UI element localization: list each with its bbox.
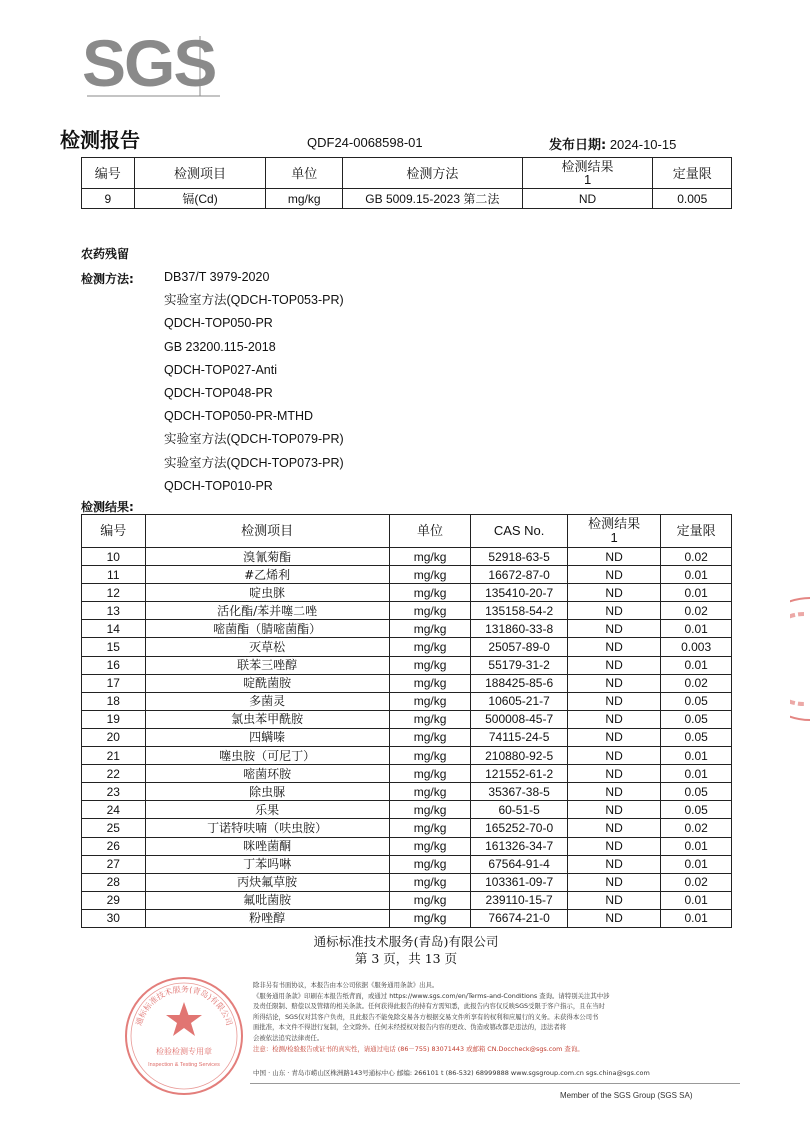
cell-cas: 52918-63-5 (471, 548, 568, 566)
cell-loq: 0.05 (661, 710, 732, 728)
issue-date-label: 发布日期: (549, 138, 607, 153)
cell-unit: mg/kg (389, 548, 471, 566)
cell-item: 咪唑菌酮 (145, 837, 389, 855)
cell-number: 18 (82, 692, 146, 710)
cell-loq: 0.05 (661, 783, 732, 801)
table-header-row (82, 515, 732, 548)
cell-loq: 0.003 (661, 638, 732, 656)
table-row (82, 548, 732, 566)
col-method: 检测方法 (343, 158, 523, 189)
cell-cas: 60-51-5 (471, 801, 568, 819)
seal-sub: 检验检测专用章 (156, 1047, 212, 1056)
logo-text: SGS (82, 28, 216, 98)
cell-loq: 0.01 (661, 566, 732, 584)
table-row (82, 189, 732, 209)
report-number: QDF24-0068598-01 (307, 135, 423, 150)
cell-result: ND (567, 602, 660, 620)
cell-cas: 74115-24-5 (471, 728, 568, 746)
cell-loq: 0.02 (661, 819, 732, 837)
col-number: 编号 (82, 515, 146, 548)
cell-cas: 165252-70-0 (471, 819, 568, 837)
cell-unit: mg/kg (389, 819, 471, 837)
cell-loq: 0.01 (661, 891, 732, 909)
seal-graphic (122, 974, 246, 1098)
cell-number: 27 (82, 855, 146, 873)
cell-cas: 103361-09-7 (471, 873, 568, 891)
cell-loq: 0.05 (661, 728, 732, 746)
cell-number: 20 (82, 728, 146, 746)
cell-number: 26 (82, 837, 146, 855)
cell-number: 29 (82, 891, 146, 909)
cell-result: ND (567, 638, 660, 656)
cell-item: 啶虫脒 (145, 584, 389, 602)
cell-unit: mg/kg (389, 873, 471, 891)
cell-loq: 0.01 (661, 837, 732, 855)
table-row (82, 801, 732, 819)
table-row (82, 909, 732, 927)
star-icon (166, 1002, 202, 1036)
method-item: QDCH-TOP010-PR (164, 478, 273, 493)
cell-result: ND (522, 189, 653, 209)
method-item: 实验室方法(QDCH-TOP053-PR) (164, 293, 344, 308)
cell-result: ND (567, 747, 660, 765)
cell-item: 氟吡菌胺 (145, 891, 389, 909)
cell-loq: 0.005 (653, 189, 732, 209)
cell-number: 12 (82, 584, 146, 602)
cell-loq: 0.01 (661, 747, 732, 765)
section-pesticide-title: 农药残留 (81, 247, 130, 261)
disclaimer-line: 会被依法追究法律责任。 (253, 1033, 324, 1042)
cell-cas: 135410-20-7 (471, 584, 568, 602)
company-seal (122, 974, 246, 1098)
table-row (82, 747, 732, 765)
result-label: 检测结果: (81, 500, 134, 514)
cell-number: 28 (82, 873, 146, 891)
cell-number: 15 (82, 638, 146, 656)
cell-loq: 0.01 (661, 909, 732, 927)
table-row (82, 728, 732, 746)
table-row (82, 656, 732, 674)
cell-number: 17 (82, 674, 146, 692)
cell-result: ND (567, 620, 660, 638)
address-line: 中国 · 山东 · 青岛市崂山区株洲路143号通标中心 邮编: 266101 t (86-532) 68999888 www.sgsgroup.com.cn sgs.china@sgs.com (253, 1069, 650, 1077)
metal-results-table (81, 157, 732, 209)
sgs-logo (82, 28, 222, 98)
method-item: QDCH-TOP050-PR (164, 316, 273, 331)
col-item: 检测项目 (145, 515, 389, 548)
cell-item: 丙炔氟草胺 (145, 873, 389, 891)
col-result: 检测结果 1 (567, 515, 660, 548)
cell-cas: 500008-45-7 (471, 710, 568, 728)
table-row (82, 692, 732, 710)
page-number: 第 3 页，共 13 页 (354, 951, 458, 966)
table-row (82, 837, 732, 855)
table-row (82, 638, 732, 656)
disclaimer-verify: 注意：检测/检验报告或证书的真实性，请通过电话 (86－755) 83071443 或邮箱 CN.Doccheck@sgs.com 查询。 (253, 1044, 584, 1053)
table-row (82, 566, 732, 584)
issue-date (549, 134, 676, 153)
cell-item: 丁苯吗啉 (145, 855, 389, 873)
table-row (82, 674, 732, 692)
cell-loq: 0.01 (661, 765, 732, 783)
cell-number: 25 (82, 819, 146, 837)
cell-result: ND (567, 873, 660, 891)
member-note: Member of the SGS Group (SGS SA) (560, 1091, 693, 1100)
method-item: DB37/T 3979-2020 (164, 270, 270, 284)
cell-loq: 0.02 (661, 602, 732, 620)
cell-loq: 0.01 (661, 584, 732, 602)
cell-item: 嘧菌环胺 (145, 765, 389, 783)
cell-loq: 0.05 (661, 692, 732, 710)
cell-loq: 0.02 (661, 873, 732, 891)
cell-item: 灭草松 (145, 638, 389, 656)
col-unit: 单位 (389, 515, 471, 548)
method-item: QDCH-TOP027-Anti (164, 362, 277, 377)
table-row (82, 584, 732, 602)
pesticide-results-table (81, 514, 732, 928)
cell-item: 嘧菌酯（腈嘧菌酯） (145, 620, 389, 638)
cell-unit: mg/kg (389, 710, 471, 728)
cell-result: ND (567, 801, 660, 819)
seal-arc-text: 通标标准技术服务(青岛)有限公司 (134, 984, 234, 1027)
col-unit: 单位 (266, 158, 343, 189)
table-row (82, 873, 732, 891)
cell-number: 24 (82, 801, 146, 819)
cell-unit: mg/kg (389, 674, 471, 692)
edge-seal (790, 596, 812, 722)
cell-cas: 25057-89-0 (471, 638, 568, 656)
cell-item: 多菌灵 (145, 692, 389, 710)
col-result: 检测结果 1 (522, 158, 653, 189)
cell-cas: 10605-21-7 (471, 692, 568, 710)
cell-result: ND (567, 584, 660, 602)
cell-loq: 0.02 (661, 548, 732, 566)
cell-unit: mg/kg (389, 620, 471, 638)
table-row (82, 783, 732, 801)
seal-en: Inspection & Testing Services (148, 1062, 220, 1068)
cell-unit: mg/kg (389, 909, 471, 927)
cell-unit: mg/kg (389, 855, 471, 873)
cell-unit: mg/kg (389, 638, 471, 656)
cell-cas: 67564-91-4 (471, 855, 568, 873)
method-item: 实验室方法(QDCH-TOP073-PR) (164, 455, 344, 470)
cell-result: ND (567, 855, 660, 873)
cell-method: GB 5009.15-2023 第二法 (343, 189, 523, 209)
table-row (82, 819, 732, 837)
cell-item: 噻虫胺（可尼丁） (145, 747, 389, 765)
col-cas: CAS No. (471, 515, 568, 548)
method-list (164, 266, 344, 498)
cell-result: ND (567, 692, 660, 710)
cell-unit: mg/kg (389, 728, 471, 746)
cell-unit: mg/kg (389, 566, 471, 584)
cell-loq: 0.01 (661, 656, 732, 674)
method-item: QDCH-TOP048-PR (164, 385, 273, 400)
cell-item: 溴氰菊酯 (145, 548, 389, 566)
cell-unit: mg/kg (389, 783, 471, 801)
cell-unit: mg/kg (266, 189, 343, 209)
cell-number: 19 (82, 710, 146, 728)
table-header-row (82, 158, 732, 189)
footer-company: 通标标准技术服务(青岛)有限公司 (313, 934, 499, 949)
cell-number: 21 (82, 747, 146, 765)
method-item: 实验室方法(QDCH-TOP079-PR) (164, 432, 344, 447)
cell-result: ND (567, 891, 660, 909)
cell-number: 13 (82, 602, 146, 620)
disclaimer-line: 《服务通用条款》印刷在本报告纸背面，或通过 https://www.sgs.com/en/Terms-and-Conditions 查询。请特别关注其中涉 (253, 991, 610, 1000)
cell-cas: 121552-61-2 (471, 765, 568, 783)
col-loq: 定量限 (653, 158, 732, 189)
cell-result: ND (567, 819, 660, 837)
footer-divider (250, 1083, 740, 1084)
cell-item: 四螨嗪 (145, 728, 389, 746)
sgs-logo-graphic (82, 28, 222, 98)
cell-cas: 16672-87-0 (471, 566, 568, 584)
table-row (82, 602, 732, 620)
cell-unit: mg/kg (389, 747, 471, 765)
cell-result: ND (567, 783, 660, 801)
cell-unit: mg/kg (389, 602, 471, 620)
disclaimer-line: 所得结论，SGS仅对其客户负责，且此报告不能免除交易各方根据交易文件所享有的权利和应履行的义务。未获得本公司书 (253, 1012, 599, 1021)
cell-unit: mg/kg (389, 891, 471, 909)
cell-unit: mg/kg (389, 692, 471, 710)
method-label: 检测方法: (81, 272, 134, 286)
cell-number: 22 (82, 765, 146, 783)
cell-item: 氯虫苯甲酰胺 (145, 710, 389, 728)
cell-item: 除虫脲 (145, 783, 389, 801)
table-row (82, 765, 732, 783)
col-number: 编号 (82, 158, 135, 189)
cell-item: 啶酰菌胺 (145, 674, 389, 692)
cell-cas: 35367-38-5 (471, 783, 568, 801)
cell-unit: mg/kg (389, 801, 471, 819)
cell-result: ND (567, 566, 660, 584)
cell-unit: mg/kg (389, 765, 471, 783)
cell-result: ND (567, 837, 660, 855)
cell-cas: 76674-21-0 (471, 909, 568, 927)
issue-date-value: 2024-10-15 (609, 137, 677, 152)
cell-number: 30 (82, 909, 146, 927)
cell-result: ND (567, 656, 660, 674)
method-item: GB 23200.115-2018 (164, 339, 276, 354)
cell-number: 16 (82, 656, 146, 674)
cell-cas: 55179-31-2 (471, 656, 568, 674)
cell-loq: 0.02 (661, 674, 732, 692)
table-row (82, 710, 732, 728)
cell-item: #乙烯利 (145, 566, 389, 584)
cell-item: 丁诺特呋喃（呋虫胺） (145, 819, 389, 837)
cell-item: 联苯三唑醇 (145, 656, 389, 674)
cell-result: ND (567, 728, 660, 746)
cell-cas: 188425-85-6 (471, 674, 568, 692)
cell-cas: 239110-15-7 (471, 891, 568, 909)
cell-result: ND (567, 548, 660, 566)
method-item: QDCH-TOP050-PR-MTHD (164, 409, 314, 424)
cell-number: 14 (82, 620, 146, 638)
cell-result: ND (567, 909, 660, 927)
cell-number: 10 (82, 548, 146, 566)
cell-item: 粉唑醇 (145, 909, 389, 927)
disclaimer-line: 面批准，本文件不得进行复制，全文除外。任何未经授权对报告内容的更改、伪造或篡改都是违法的，违法者将 (253, 1023, 567, 1032)
col-item: 检测项目 (134, 158, 266, 189)
cell-unit: mg/kg (389, 837, 471, 855)
cell-loq: 0.01 (661, 620, 732, 638)
cell-cas: 131860-33-8 (471, 620, 568, 638)
cell-number: 23 (82, 783, 146, 801)
disclaimer (253, 980, 708, 1054)
cell-cas: 135158-54-2 (471, 602, 568, 620)
cell-unit: mg/kg (389, 584, 471, 602)
table-row (82, 620, 732, 638)
cell-item: 镉(Cd) (134, 189, 266, 209)
table-row (82, 891, 732, 909)
table-row (82, 855, 732, 873)
page-title: 检测报告 (60, 128, 140, 152)
cell-item: 乐果 (145, 801, 389, 819)
disclaimer-line: 及责任限制、赔偿以及管辖的相关条款。任何获得此报告的持有方需知悉，此报告内容仅反映SGS受限于客户指示，且在当时 (253, 1002, 605, 1011)
disclaimer-line: 除非另有书面协议，本报告由本公司依据《服务通用条款》出具。 (253, 981, 439, 989)
cell-result: ND (567, 710, 660, 728)
cell-result: ND (567, 674, 660, 692)
cell-loq: 0.05 (661, 801, 732, 819)
cell-cas: 210880-92-5 (471, 747, 568, 765)
cell-unit: mg/kg (389, 656, 471, 674)
cell-number: 9 (82, 189, 135, 209)
cell-result: ND (567, 765, 660, 783)
cell-cas: 161326-34-7 (471, 837, 568, 855)
col-loq: 定量限 (661, 515, 732, 548)
cell-loq: 0.01 (661, 855, 732, 873)
cell-item: 活化酯/苯并噻二唑 (145, 602, 389, 620)
cell-number: 11 (82, 566, 146, 584)
